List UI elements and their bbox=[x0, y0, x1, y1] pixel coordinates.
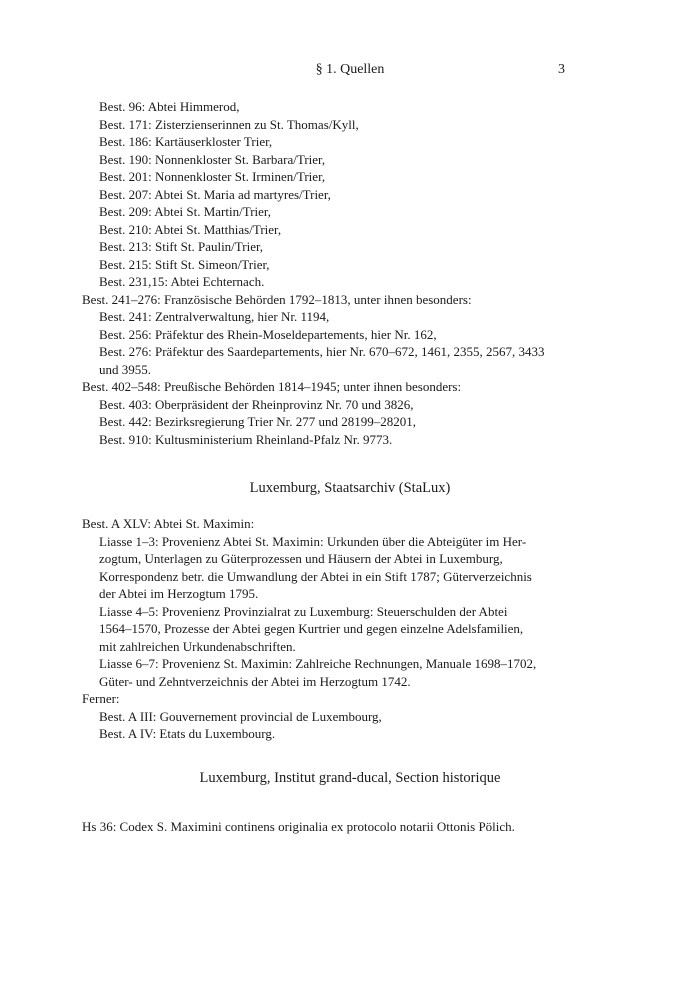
prussian-authorities-title: Best. 402–548: Preußische Behörden 1814–1945; unter ihnen besonders: bbox=[82, 379, 462, 394]
running-header bbox=[0, 62, 700, 80]
list-item: Best. 213: Stift St. Paulin/Trier, bbox=[99, 239, 264, 254]
section-heading-institut: Luxemburg, Institut grand-ducal, Section historique bbox=[199, 770, 501, 786]
running-title: § 1. Quellen bbox=[315, 62, 385, 77]
institut-entries bbox=[82, 818, 568, 836]
liasse-line: zogtum, Unterlagen zu Güterprozessen und Häusern der Abtei in Luxemburg, bbox=[99, 551, 503, 566]
section-heading-staatsarchiv: Luxemburg, Staatsarchiv (StaLux) bbox=[249, 480, 451, 496]
liasse-line: Liasse 6–7: Provenienz St. Maximin: Zahlreiche Rechnungen, Manuale 1698–1702, bbox=[99, 656, 537, 671]
list-item: Best. 171: Zisterzienserinnen zu St. Thomas/Kyll, bbox=[99, 116, 359, 132]
list-item: Best. 190: Nonnenkloster St. Barbara/Trier, bbox=[99, 151, 326, 167]
manuscript-entry: Hs 36: Codex S. Maximini continens originalia ex protocolo notarii Ottonis Pölich. bbox=[82, 819, 515, 834]
liasse-line: Güter- und Zehntverzeichnis der Abtei im Herzogtum 1742. bbox=[99, 673, 411, 689]
list-item: Best. 210: Abtei St. Matthias/Trier, bbox=[99, 221, 282, 237]
list-item: Best. 201: Nonnenkloster St. Irminen/Trier, bbox=[99, 169, 326, 184]
list-item: Best. 241: Zentralverwaltung, hier Nr. 1194, bbox=[99, 309, 330, 324]
liasse-line: 1564–1570, Prozesse der Abtei gegen Kurtrier und gegen einzelne Adelsfamilien, bbox=[99, 621, 524, 636]
list-item: Best. 207: Abtei St. Maria ad martyres/Trier, bbox=[99, 186, 331, 202]
page-number: 3 bbox=[558, 62, 565, 77]
list-item: Best. 215: Stift St. Simeon/Trier, bbox=[99, 256, 270, 272]
liasse-line: mit zahlreichen Urkundenabschriften. bbox=[99, 638, 296, 654]
list-item: Best. 442: Bezirksregierung Trier Nr. 277 und 28199–28201, bbox=[99, 414, 417, 429]
list-item: Best. 96: Abtei Himmerod, bbox=[99, 99, 240, 114]
best-title: Best. A XLV: Abtei St. Maximin: bbox=[82, 516, 255, 531]
list-item: Best. 910: Kultusministerium Rheinland-Pfalz Nr. 9773. bbox=[99, 431, 393, 447]
liasse-line: Liasse 4–5: Provenienz Provinzialrat zu Luxemburg: Steuerschulden der Abtei bbox=[99, 603, 508, 619]
list-item: Best. 231,15: Abtei Echternach. bbox=[99, 274, 265, 289]
list-item: Best. A III: Gouvernement provincial de Luxembourg, bbox=[99, 708, 382, 724]
liasse-line: der Abtei im Herzogtum 1795. bbox=[99, 586, 259, 601]
liasse-line: Liasse 1–3: Provenienz Abtei St. Maximin: Urkunden über die Abteigüter im Her- bbox=[99, 533, 527, 549]
liasse-line: Korrespondenz betr. die Umwandlung der Abtei in ein Stift 1787; Güterverzeichnis bbox=[99, 568, 532, 584]
list-item: Best. 186: Kartäuserkloster Trier, bbox=[99, 134, 273, 149]
staatsarchiv-entries bbox=[82, 515, 568, 743]
french-authorities-title: Best. 241–276: Französische Behörden 1792–1813, unter ihnen besonders: bbox=[82, 291, 472, 307]
trier-archive-list bbox=[82, 98, 568, 448]
list-item: Best. 276: Präfektur des Saardepartements, hier Nr. 670–672, 1461, 2355, 2567, 3433 bbox=[99, 344, 545, 359]
ferner-label: Ferner: bbox=[82, 691, 120, 706]
list-item: Best. A IV: Etats du Luxembourg. bbox=[99, 726, 276, 741]
list-item: Best. 403: Oberpräsident der Rheinprovinz Nr. 70 und 3826, bbox=[99, 396, 414, 412]
list-item: Best. 209: Abtei St. Martin/Trier, bbox=[99, 204, 271, 219]
list-item: Best. 256: Präfektur des Rhein-Moseldepartements, hier Nr. 162, bbox=[99, 326, 437, 342]
list-item-continuation: und 3955. bbox=[99, 361, 151, 377]
